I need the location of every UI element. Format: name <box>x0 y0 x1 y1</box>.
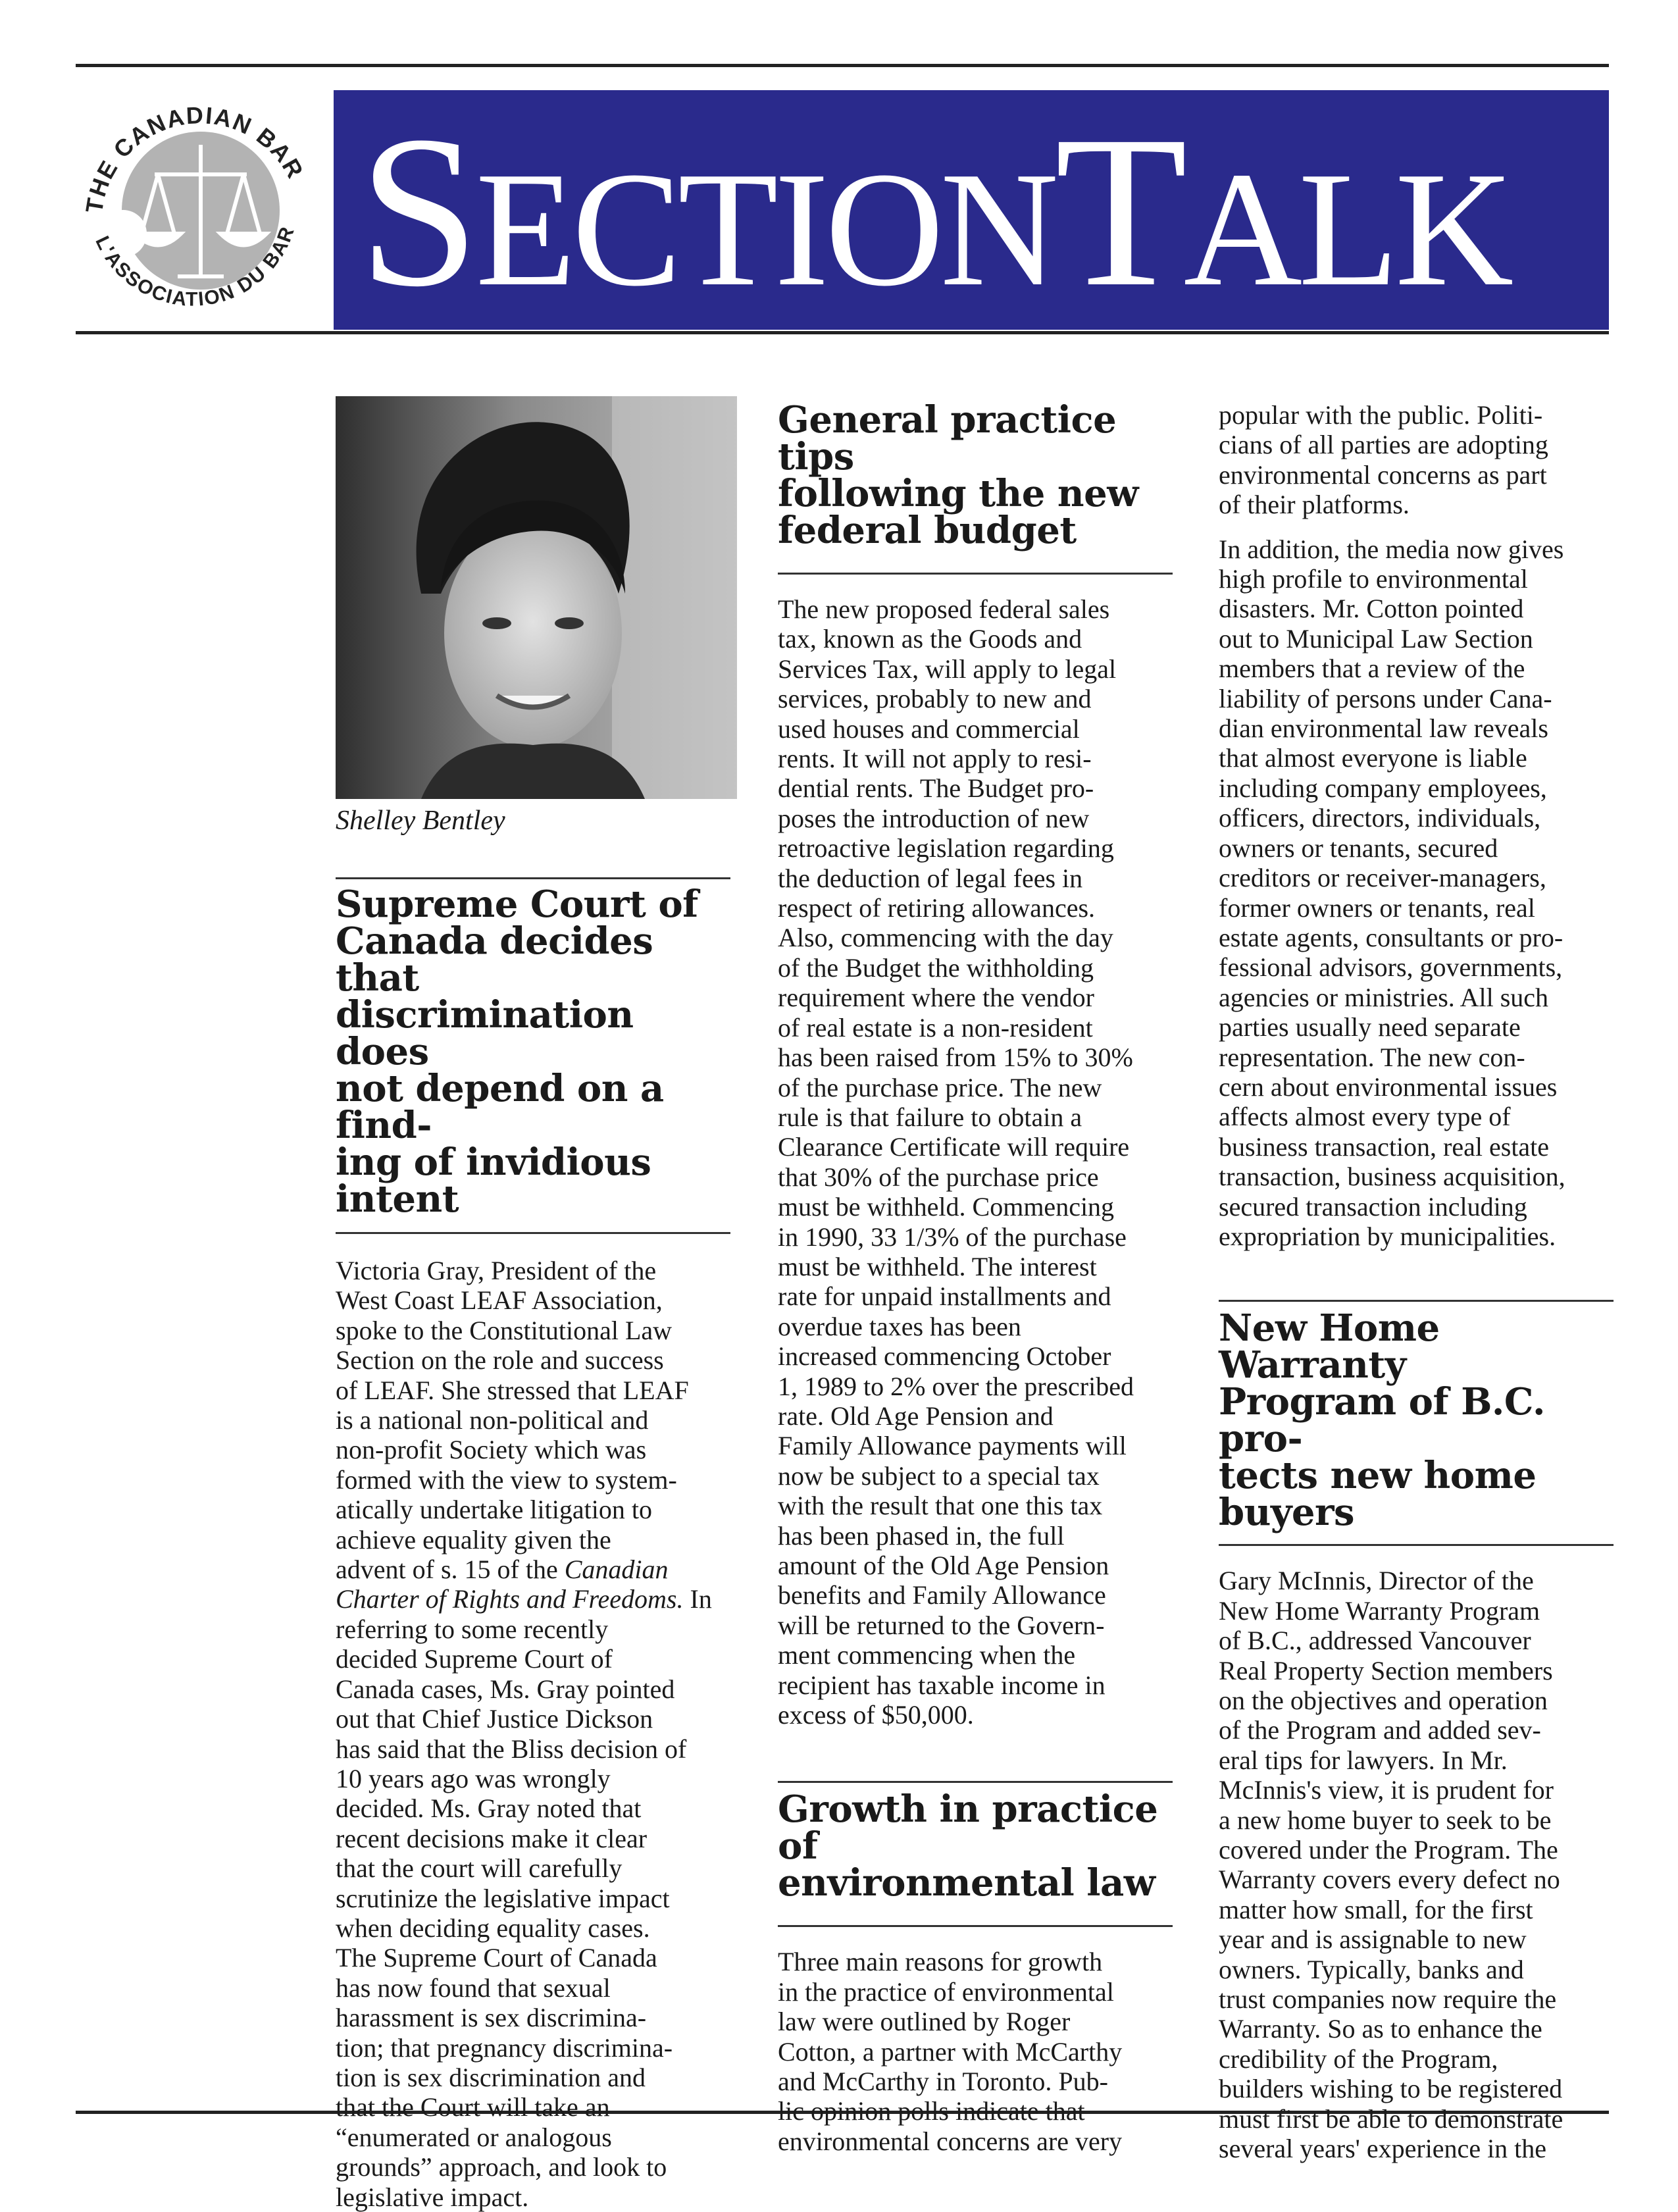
body-line: used houses and commercial <box>778 713 1080 744</box>
body-line: overdue taxes has been <box>778 1311 1021 1341</box>
body-line: is a national non-political and <box>336 1405 649 1435</box>
headline-line: discrimination does <box>336 993 634 1073</box>
headline-line: Canada decides that <box>336 919 653 1000</box>
body-line <box>336 1555 730 1584</box>
divider <box>1219 1300 1614 1302</box>
body-line: recipient has taxable income in <box>778 1670 1106 1700</box>
body-line: decided Supreme Court of <box>336 1644 613 1674</box>
body-line: The new proposed federal sales <box>778 594 1110 624</box>
body-line-text: In <box>683 1584 712 1614</box>
article3-continued <box>1219 400 1614 520</box>
body-line: trust companies now require the <box>1219 1984 1557 2015</box>
italic-text: Canadian <box>564 1555 669 1585</box>
body-line: of real estate is a non-resident <box>778 1012 1093 1042</box>
body-line: amount of the Old Age Pension <box>778 1551 1109 1580</box>
body-line: the deduction of legal fees in <box>778 863 1083 893</box>
body-line: that the Court will take an <box>336 2092 610 2122</box>
headline-line: Supreme Court of <box>336 883 698 926</box>
body-line: poses the introduction of new <box>778 803 1090 833</box>
body-line: of B.C., addressed Vancouver <box>1219 1626 1531 1656</box>
body-line: environmental concerns are very <box>778 2126 1123 2156</box>
body-line: on the objectives and operation <box>1219 1685 1548 1715</box>
body-line: recent decisions make it clear <box>336 1823 648 1853</box>
body-line: builders wishing to be registered <box>1219 2074 1563 2104</box>
article2-headline <box>778 398 1173 552</box>
divider <box>778 1781 1173 1783</box>
body-line: respect of retiring allowances. <box>778 893 1096 923</box>
body-line: Clearance Certificate will require <box>778 1132 1130 1162</box>
column-2 <box>778 395 1173 2156</box>
body-line: 10 years ago was wrongly <box>336 1763 611 1793</box>
body-line: that almost everyone is liable <box>1219 743 1527 773</box>
body-line: non-profit Society which was <box>336 1435 647 1465</box>
body-line: popular with the public. Politi- <box>1219 400 1543 430</box>
body-line: has said that the Bliss decision of <box>336 1734 687 1764</box>
logo-ring-text-fr: L'ASSOCIATION DU BAR <box>91 222 299 311</box>
body-line: grounds” approach, and look to <box>336 2152 667 2182</box>
body-line: several years' experience in the <box>1219 2134 1547 2164</box>
body-line: out that Chief Justice Dickson <box>336 1704 653 1734</box>
body-line: services, probably to new and <box>778 684 1092 714</box>
masthead-banner <box>334 90 1609 330</box>
body-line: that the court will carefully <box>336 1853 623 1884</box>
body-line: Canada cases, Ms. Gray pointed <box>336 1674 675 1704</box>
body-line: has now found that sexual <box>336 1972 611 2003</box>
masthead-title-alk: ALK <box>1183 138 1510 321</box>
article3-paragraph-2 <box>1219 534 1614 1252</box>
body-line: that 30% of the purchase price <box>778 1162 1099 1192</box>
masthead-title-ection: ECTION <box>475 138 1055 321</box>
body-line: benefits and Family Allowance <box>778 1580 1106 1610</box>
headline-line: Growth in practice of <box>778 1788 1158 1868</box>
body-line: must be withheld. The interest <box>778 1251 1097 1281</box>
article3-body <box>778 1947 1173 2156</box>
masthead-title-s: S <box>359 91 476 330</box>
portrait-photo <box>336 396 737 799</box>
body-line: Also, commencing with the day <box>778 923 1113 953</box>
body-line: requirement where the vendor <box>778 983 1094 1013</box>
body-line: eral tips for lawyers. In Mr. <box>1219 1745 1508 1775</box>
body-line: harassment is sex discrimina- <box>336 2003 647 2033</box>
article4-headline <box>1219 1306 1614 1535</box>
body-line: out to Municipal Law Section <box>1219 623 1533 654</box>
body-line: spoke to the Constitutional Law <box>336 1315 673 1345</box>
article1-body <box>336 1256 730 2212</box>
body-line: of LEAF. She stressed that LEAF <box>336 1375 689 1405</box>
article3-headline <box>778 1788 1173 1905</box>
body-line: In addition, the media now gives <box>1219 534 1564 564</box>
headline-line: New Home Warranty <box>1219 1306 1440 1387</box>
divider <box>336 877 730 879</box>
body-line: representation. The new con- <box>1219 1042 1525 1072</box>
body-line: business transaction, real estate <box>1219 1131 1550 1162</box>
body-line: affects almost every type of <box>1219 1102 1511 1132</box>
body-line <box>336 1584 730 1614</box>
body-line: rule is that failure to obtain a <box>778 1102 1082 1132</box>
body-line: of the purchase price. The new <box>778 1072 1102 1102</box>
cba-seal-icon <box>69 76 319 319</box>
divider <box>778 573 1173 575</box>
body-line: estate agents, consultants or pro- <box>1219 922 1564 952</box>
body-line: high profile to environmental <box>1219 564 1528 594</box>
body-line: Family Allowance payments will <box>778 1431 1127 1461</box>
headline-line: ing of invidious intent <box>336 1141 651 1221</box>
body-line: must first be able to demonstrate <box>1219 2103 1564 2134</box>
body-line: dian environmental law reveals <box>1219 713 1548 744</box>
body-line: dential rents. The Budget pro- <box>778 773 1094 804</box>
divider <box>1219 1544 1614 1546</box>
body-line: of the Program and added sev- <box>1219 1715 1541 1745</box>
body-line: in 1990, 33 1/3% of the purchase <box>778 1222 1127 1252</box>
body-line: rate. Old Age Pension and <box>778 1401 1054 1431</box>
article1-headline <box>336 883 730 1221</box>
body-line: in the practice of environmental <box>778 1976 1114 2007</box>
body-line: 1, 1989 to 2% over the prescribed <box>778 1371 1134 1401</box>
body-line: atically undertake litigation to <box>336 1495 652 1525</box>
body-line: formed with the view to system- <box>336 1464 677 1495</box>
body-line: McInnis's view, it is prudent for <box>1219 1775 1554 1805</box>
body-line: rate for unpaid installments and <box>778 1281 1111 1312</box>
body-line: West Coast LEAF Association, <box>336 1285 663 1316</box>
body-line: must be withheld. Commencing <box>778 1192 1115 1222</box>
article4-body <box>1219 1566 1614 2163</box>
body-line: Warranty. So as to enhance the <box>1219 2014 1542 2044</box>
body-line: a new home buyer to seek to be <box>1219 1805 1552 1835</box>
body-line: owners. Typically, banks and <box>1219 1954 1524 1984</box>
body-line: officers, directors, individuals, <box>1219 803 1541 833</box>
body-line: New Home Warranty Program <box>1219 1595 1540 1626</box>
masthead-title-t: T <box>1055 91 1184 330</box>
masthead-bottom-rule <box>76 331 1609 334</box>
body-line: expropriation by municipalities. <box>1219 1221 1556 1251</box>
body-line: disasters. Mr. Cotton pointed <box>1219 594 1524 624</box>
body-line: credibility of the Program, <box>1219 2044 1498 2074</box>
divider <box>336 1232 730 1234</box>
body-line: secured transaction including <box>1219 1191 1527 1222</box>
body-line: Warranty covers every defect no <box>1219 1865 1560 1895</box>
body-line: parties usually need separate <box>1219 1012 1521 1042</box>
body-line: will be returned to the Govern- <box>778 1610 1105 1640</box>
body-line: referring to some recently <box>336 1614 609 1644</box>
body-line: creditors or receiver-managers, <box>1219 863 1546 893</box>
body-line: fessional advisors, governments, <box>1219 952 1563 983</box>
headline-line: not depend on a find- <box>336 1067 664 1147</box>
body-line: Real Property Section members <box>1219 1655 1553 1685</box>
body-line: liability of persons under Cana- <box>1219 683 1552 713</box>
body-line: of their platforms. <box>1219 490 1410 520</box>
body-line: former owners or tenants, real <box>1219 892 1535 923</box>
headline-line: Program of B.C. pro- <box>1219 1380 1546 1461</box>
body-line: cern about environmental issues <box>1219 1071 1558 1102</box>
body-line: covered under the Program. The <box>1219 1835 1558 1865</box>
headline-line: environmental law <box>778 1861 1156 1905</box>
cba-logo <box>69 76 319 319</box>
body-line: tion is sex discrimination and <box>336 2062 646 2092</box>
body-line: owners or tenants, secured <box>1219 833 1498 863</box>
body-line: Services Tax, will apply to legal <box>778 654 1117 684</box>
body-line: “enumerated or analogous <box>336 2122 612 2152</box>
body-line: has been raised from 15% to 30% <box>778 1042 1133 1073</box>
body-line: tax, known as the Goods and <box>778 624 1082 654</box>
divider <box>778 1925 1173 1927</box>
body-line: environmental concerns as part <box>1219 459 1547 490</box>
body-line: Section on the role and success <box>336 1345 664 1376</box>
body-line: rents. It will not apply to resi- <box>778 744 1092 774</box>
headline-line: tects new home buyers <box>1219 1454 1537 1535</box>
italic-text: Charter of Rights and Freedoms. <box>336 1584 684 1614</box>
body-line: agencies or ministries. All such <box>1219 982 1549 1012</box>
body-line: Victoria Gray, President of the <box>336 1256 657 1285</box>
body-line: cians of all parties are adopting <box>1219 430 1548 460</box>
body-line: excess of $50,000. <box>778 1700 974 1730</box>
headline-line: federal budget <box>778 509 1077 552</box>
body-line: with the result that one this tax <box>778 1491 1103 1521</box>
headline-line: following the new <box>778 472 1138 515</box>
article2-body <box>778 594 1173 1730</box>
body-line: lic opinion polls indicate that <box>778 2096 1085 2126</box>
body-line: legislative impact. <box>336 2182 529 2212</box>
top-rule <box>76 64 1609 67</box>
body-line: matter how small, for the first <box>1219 1894 1533 1924</box>
body-line-text: advent of s. 15 of the <box>336 1555 565 1585</box>
body-line: decided. Ms. Gray noted that <box>336 1793 642 1824</box>
masthead-title <box>359 91 1510 330</box>
body-line: law were outlined by Roger <box>778 2007 1071 2037</box>
body-line: Cotton, a partner with McCarthy <box>778 2036 1123 2067</box>
body-line: now be subject to a special tax <box>778 1460 1100 1491</box>
body-line: retroactive legislation regarding <box>778 833 1114 863</box>
logo-ring-text-en: THE CANADIAN BAR <box>80 101 310 215</box>
body-line: year and is assignable to new <box>1219 1924 1527 1955</box>
body-line: members that a review of the <box>1219 654 1525 684</box>
body-line: tion; that pregnancy discrimina- <box>336 2032 673 2063</box>
headline-line: General practice tips <box>778 398 1117 478</box>
body-line: scrutinize the legislative impact <box>336 1883 670 1913</box>
body-line: transaction, business acquisition, <box>1219 1162 1565 1192</box>
body-line: including company employees, <box>1219 773 1547 803</box>
photo-caption: Shelley Bentley <box>336 806 505 836</box>
body-line: when deciding equality cases. <box>336 1913 650 1943</box>
body-line: Three main reasons for growth <box>778 1947 1103 1977</box>
body-line: ment commencing when the <box>778 1640 1076 1670</box>
body-line: increased commencing October <box>778 1341 1111 1372</box>
column-1 <box>336 395 730 2212</box>
body-line: achieve equality given the <box>336 1524 611 1555</box>
body-line: has been phased in, the full <box>778 1520 1065 1551</box>
body-line: The Supreme Court of Canada <box>336 1943 657 1973</box>
column-3 <box>1219 395 1614 2164</box>
body-line: and McCarthy in Toronto. Pub- <box>778 2067 1108 2097</box>
body-line: of the Budget the withholding <box>778 952 1094 983</box>
body-line: Gary McInnis, Director of the <box>1219 1566 1534 1596</box>
